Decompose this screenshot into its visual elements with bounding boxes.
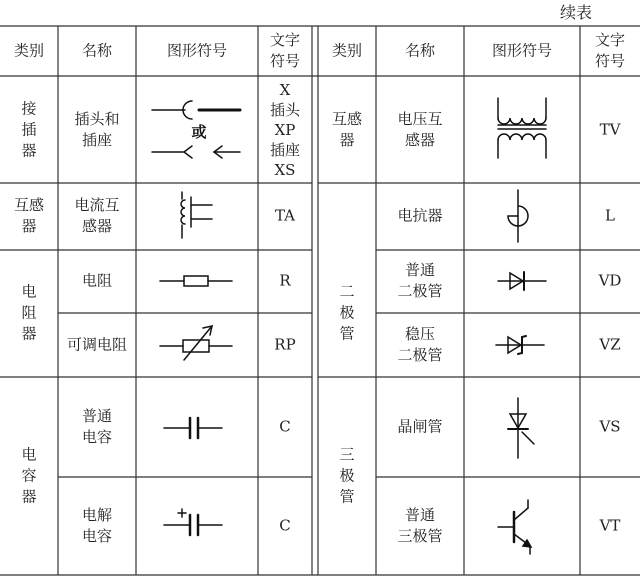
code-reactor: L — [605, 206, 615, 225]
code-thyristor: VS — [599, 417, 621, 436]
header-symbol-right: 图形符号 — [491, 41, 553, 60]
code-current-transformer: TA — [274, 206, 296, 225]
header-category-right: 类别 — [331, 41, 363, 60]
current-transformer-symbol-icon — [181, 192, 212, 238]
header-symbol-left: 图形符号 — [166, 41, 228, 60]
name-electrolytic-capacitor: 电解 电容 — [81, 506, 113, 545]
name-current-transformer: 电流互 感器 — [74, 196, 120, 235]
zener-diode-symbol-icon — [496, 336, 544, 354]
capacitor-symbol-icon — [164, 418, 222, 438]
name-plug-socket: 插头和 插座 — [74, 110, 120, 149]
name-zener-diode: 稳压 二极管 — [397, 325, 443, 364]
thyristor-symbol-icon — [508, 398, 534, 458]
diode-symbol-icon — [498, 272, 546, 290]
name-variable-resistor: 可调电阻 — [66, 335, 128, 354]
category-triode: 三 极 管 — [339, 445, 355, 506]
code-resistor: R — [279, 271, 291, 290]
header-name-right: 名称 — [404, 41, 436, 60]
code-capacitor: C — [279, 417, 291, 436]
category-diode: 二 极 管 — [339, 282, 355, 343]
category-transformer-left: 互感 器 — [13, 196, 45, 235]
header-name-left: 名称 — [81, 41, 113, 60]
electrolytic-capacitor-symbol-icon — [164, 509, 222, 535]
name-reactor: 电抗器 — [397, 206, 443, 225]
header-code-right: 文字 符号 — [594, 31, 626, 70]
name-transistor: 普通 三极管 — [397, 506, 443, 545]
code-variable-resistor: RP — [274, 335, 296, 354]
category-connector: 接 插 器 — [21, 99, 37, 160]
voltage-transformer-symbol-icon — [498, 98, 546, 158]
name-diode: 普通 二极管 — [397, 261, 443, 300]
code-transistor: VT — [599, 516, 621, 535]
variable-resistor-symbol-icon — [160, 326, 232, 360]
continued-label: 续表 — [559, 3, 592, 22]
name-thyristor: 晶闸管 — [397, 417, 443, 436]
category-transformer-right: 互感 器 — [331, 110, 363, 149]
name-capacitor: 普通 电容 — [81, 407, 113, 446]
code-electrolytic-capacitor: C — [279, 516, 291, 535]
resistor-symbol-icon — [160, 276, 232, 286]
header-code-left: 文字 符号 — [269, 31, 301, 70]
category-capacitor: 电 容 器 — [21, 445, 37, 506]
plug-socket-or-text: 或 — [191, 123, 207, 141]
bjt-transistor-symbol-icon — [498, 500, 531, 554]
code-diode: VD — [598, 271, 622, 290]
code-zener-diode: VZ — [599, 335, 621, 354]
header-category-left: 类别 — [13, 41, 45, 60]
name-resistor: 电阻 — [81, 271, 113, 290]
code-voltage-transformer: TV — [599, 120, 621, 139]
category-resistor: 电 阻 器 — [21, 282, 37, 343]
reactor-symbol-icon — [508, 190, 528, 242]
name-voltage-transformer: 电压互 感器 — [397, 110, 443, 149]
code-plug-socket: X 插头 XP 插座 XS — [269, 81, 301, 179]
